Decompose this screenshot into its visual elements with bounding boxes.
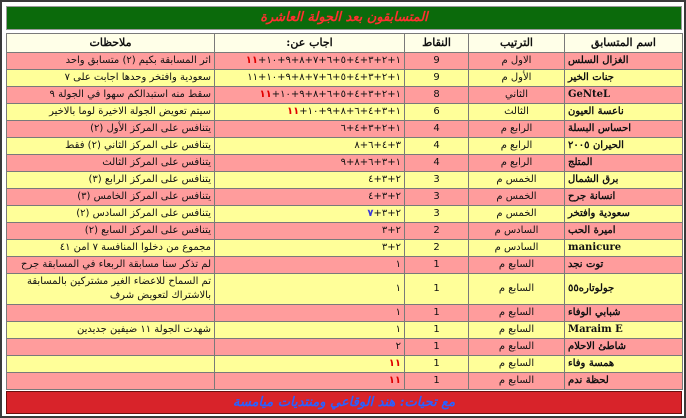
page-title: المتسابقون بعد الجولة العاشرة [260, 10, 428, 25]
cell-rank[interactable]: السابع م [469, 322, 565, 339]
cell-points[interactable]: 2 [405, 223, 469, 240]
cell-answered[interactable] [215, 257, 405, 274]
cell-rank[interactable]: السادس م [469, 240, 565, 257]
cell-notes[interactable]: سيتم تعويض الجولة الاخيرة لوما بالاخير [7, 104, 215, 121]
standings-table [6, 33, 683, 390]
cell-contestant-name[interactable]: GeNteL [565, 87, 683, 104]
cell-answered[interactable] [215, 322, 405, 339]
cell-rank[interactable]: الرابع م [469, 138, 565, 155]
cell-answered[interactable] [215, 155, 405, 172]
answered-rounds: ٢ [395, 341, 401, 352]
table-row[interactable] [7, 240, 683, 257]
answered-rounds: ١+٢+٣+٤+٦ [340, 123, 401, 134]
cell-points[interactable]: 3 [405, 189, 469, 206]
answered-round-highlight: ٧ [367, 208, 374, 219]
cell-rank[interactable]: الخمس م [469, 206, 565, 223]
cell-points[interactable]: 8 [405, 87, 469, 104]
answered-rounds: ١+٢+٣+٤+٥+٦+٧+٨+٩+١٠+١١ [247, 72, 401, 83]
cell-contestant-name[interactable]: manicure [565, 240, 683, 257]
answered-rounds: ١+٢+٣+٤+٥+٦+٨+٩+١٠+ [271, 89, 401, 100]
cell-contestant-name[interactable]: المتلج [565, 155, 683, 172]
answered-round-highlight: ١١ [388, 375, 401, 386]
answered-rounds: ١ [395, 324, 401, 335]
cell-notes[interactable]: سقط منه استبدالكم سهوا في الجولة ٩ [7, 87, 215, 104]
table-row[interactable] [7, 138, 683, 155]
cell-contestant-name[interactable]: شبابي الوفاء [565, 305, 683, 322]
cell-notes[interactable] [7, 373, 215, 390]
cell-contestant-name[interactable]: انسانة جرح [565, 189, 683, 206]
cell-answered[interactable] [215, 274, 405, 305]
header-rank: الترتيب [469, 34, 565, 53]
cell-rank[interactable]: السابع م [469, 274, 565, 305]
cell-contestant-name[interactable]: ناعسة العيون [565, 104, 683, 121]
cell-points[interactable]: 2 [405, 240, 469, 257]
table-row[interactable] [7, 322, 683, 339]
table-row[interactable] [7, 223, 683, 240]
cell-rank[interactable]: الخمس م [469, 172, 565, 189]
cell-contestant-name[interactable]: Maraim E [565, 322, 683, 339]
cell-answered[interactable] [215, 172, 405, 189]
cell-rank[interactable]: الثاني [469, 87, 565, 104]
cell-contestant-name[interactable]: همسة وفاء [565, 356, 683, 373]
cell-notes[interactable]: اثر المسابقة بكيم (٢) متسابق واحد [7, 53, 215, 70]
cell-answered[interactable] [215, 70, 405, 87]
header-row [7, 34, 683, 53]
answered-rounds: ١+٣+٤+٦+٨+٩+١٠+ [299, 106, 401, 117]
cell-points[interactable]: 1 [405, 257, 469, 274]
cell-contestant-name[interactable]: اميرة الحب [565, 223, 683, 240]
cell-notes[interactable]: يتنافس على المركز الأول (٢) [7, 121, 215, 138]
cell-points[interactable]: 9 [405, 70, 469, 87]
table-row[interactable] [7, 274, 683, 305]
answered-rounds: ٢+٣ [381, 242, 401, 253]
cell-answered[interactable] [215, 339, 405, 356]
cell-notes[interactable]: يتنافس على المركز الخامس (٣) [7, 189, 215, 206]
cell-answered[interactable] [215, 87, 405, 104]
title-bar [6, 6, 682, 30]
table-row[interactable] [7, 189, 683, 206]
cell-answered[interactable] [215, 305, 405, 322]
cell-points[interactable]: 4 [405, 138, 469, 155]
cell-notes[interactable] [7, 305, 215, 322]
cell-notes[interactable]: لم تذكر سنا مسابقة الربعاء في المسابقة جرح [7, 257, 215, 274]
cell-rank[interactable]: السابع م [469, 356, 565, 373]
table-row[interactable] [7, 339, 683, 356]
cell-rank[interactable]: الثالث [469, 104, 565, 121]
cell-answered[interactable] [215, 104, 405, 121]
cell-rank[interactable]: السابع م [469, 305, 565, 322]
header-notes: ملاحظات [7, 34, 215, 53]
cell-contestant-name[interactable]: توت نجد [565, 257, 683, 274]
answered-round-highlight: ١١ [388, 358, 401, 369]
answered-round-highlight: ١١ [245, 55, 258, 66]
table-row[interactable] [7, 87, 683, 104]
cell-notes[interactable] [7, 356, 215, 373]
cell-answered[interactable] [215, 53, 405, 70]
table-body [7, 53, 683, 390]
cell-contestant-name[interactable]: الحيران ٢٠٠٥ [565, 138, 683, 155]
cell-notes[interactable]: يتنافس على المركز الرابع (٣) [7, 172, 215, 189]
cell-rank[interactable]: الأول م [469, 70, 565, 87]
answered-rounds: ١+٢+٣+٤+٥+٦+٧+٨+٩+١٠+ [257, 55, 401, 66]
header-name: اسم المتسابق [565, 34, 683, 53]
footer-credits: مع تحيات: هند الوقاعي ومنتديات ميامسة [232, 395, 456, 410]
cell-contestant-name[interactable]: جولوتاره٥٥ [565, 274, 683, 305]
answered-rounds: ٢+٣+٤ [368, 191, 401, 202]
cell-contestant-name[interactable]: احساس البسلة [565, 121, 683, 138]
cell-answered[interactable] [215, 373, 405, 390]
cell-notes[interactable]: يتنافس على المركز الثالث [7, 155, 215, 172]
answered-rounds: ٢+٣ [381, 225, 401, 236]
cell-rank[interactable]: الاول م [469, 53, 565, 70]
table-row[interactable] [7, 53, 683, 70]
cell-contestant-name[interactable]: شاطئ الاحلام [565, 339, 683, 356]
cell-points[interactable]: 1 [405, 356, 469, 373]
cell-rank[interactable]: السابع م [469, 257, 565, 274]
cell-contestant-name[interactable]: الغزال السلس [565, 53, 683, 70]
cell-answered[interactable] [215, 240, 405, 257]
answered-round-highlight: ١١ [259, 89, 272, 100]
table-row[interactable] [7, 172, 683, 189]
answered-rounds: ٢+٣+ [373, 208, 401, 219]
cell-rank[interactable]: الخمس م [469, 189, 565, 206]
table-row[interactable] [7, 70, 683, 87]
answered-rounds: ١ [395, 259, 401, 270]
footer-bar [6, 391, 682, 414]
cell-notes[interactable]: يتنافس على المركز السابع (٢) [7, 223, 215, 240]
cell-notes[interactable]: شهدت الجولة ١١ ضيفين جديدين [7, 322, 215, 339]
cell-answered[interactable] [215, 223, 405, 240]
answered-rounds: ٣+٤+٦+٨ [354, 140, 401, 151]
cell-points[interactable]: 4 [405, 155, 469, 172]
cell-contestant-name[interactable]: جنات الخير [565, 70, 683, 87]
cell-contestant-name[interactable]: لحظة ندم [565, 373, 683, 390]
answered-rounds: ١+٣+٦+٨+٩ [340, 157, 401, 168]
table-row[interactable] [7, 155, 683, 172]
header-points: النقاط [405, 34, 469, 53]
answered-round-highlight: ١١ [287, 106, 300, 117]
cell-rank[interactable]: السادس م [469, 223, 565, 240]
cell-notes[interactable]: سعودية وافتخر وحدها اجابت على ٧ [7, 70, 215, 87]
cell-points[interactable]: 3 [405, 172, 469, 189]
cell-contestant-name[interactable]: برق الشمال [565, 172, 683, 189]
answered-rounds: ٢+٣+٤ [368, 174, 401, 185]
cell-contestant-name[interactable]: سعودية وافتخر [565, 206, 683, 223]
table-row[interactable] [7, 305, 683, 322]
answered-rounds: ١ [395, 283, 401, 294]
cell-answered[interactable] [215, 138, 405, 155]
cell-points[interactable]: 9 [405, 53, 469, 70]
table-row[interactable] [7, 373, 683, 390]
cell-rank[interactable]: الرابع م [469, 155, 565, 172]
cell-points[interactable]: 1 [405, 305, 469, 322]
cell-rank[interactable]: السابع م [469, 339, 565, 356]
header-answered: اجاب عن: [215, 34, 405, 53]
cell-notes[interactable]: مجموع من دخلوا المنافسة ٧ امن ٤١ [7, 240, 215, 257]
answered-rounds: ١ [395, 307, 401, 318]
cell-points[interactable]: 4 [405, 121, 469, 138]
cell-points[interactable]: 6 [405, 104, 469, 121]
table-row[interactable] [7, 104, 683, 121]
cell-answered[interactable] [215, 356, 405, 373]
cell-notes[interactable]: يتنافس على المركز السادس (٢) [7, 206, 215, 223]
table-row[interactable] [7, 121, 683, 138]
table-row[interactable] [7, 356, 683, 373]
cell-answered[interactable] [215, 206, 405, 223]
cell-notes[interactable] [7, 339, 215, 356]
cell-points[interactable]: 1 [405, 339, 469, 356]
cell-points[interactable]: 3 [405, 206, 469, 223]
cell-rank[interactable]: الرابع م [469, 121, 565, 138]
table-row[interactable] [7, 206, 683, 223]
cell-notes[interactable]: يتنافس على المركز الثاني (٢) فقط [7, 138, 215, 155]
cell-points[interactable]: 1 [405, 274, 469, 305]
table-row[interactable] [7, 257, 683, 274]
cell-points[interactable]: 1 [405, 322, 469, 339]
cell-rank[interactable]: السابع م [469, 373, 565, 390]
cell-answered[interactable] [215, 121, 405, 138]
cell-answered[interactable] [215, 189, 405, 206]
cell-points[interactable]: 1 [405, 373, 469, 390]
cell-notes[interactable]: تم السماح للاعضاء الغير مشتركين بالمسابقة بالاشتراك لتعويض شرف [7, 274, 215, 305]
